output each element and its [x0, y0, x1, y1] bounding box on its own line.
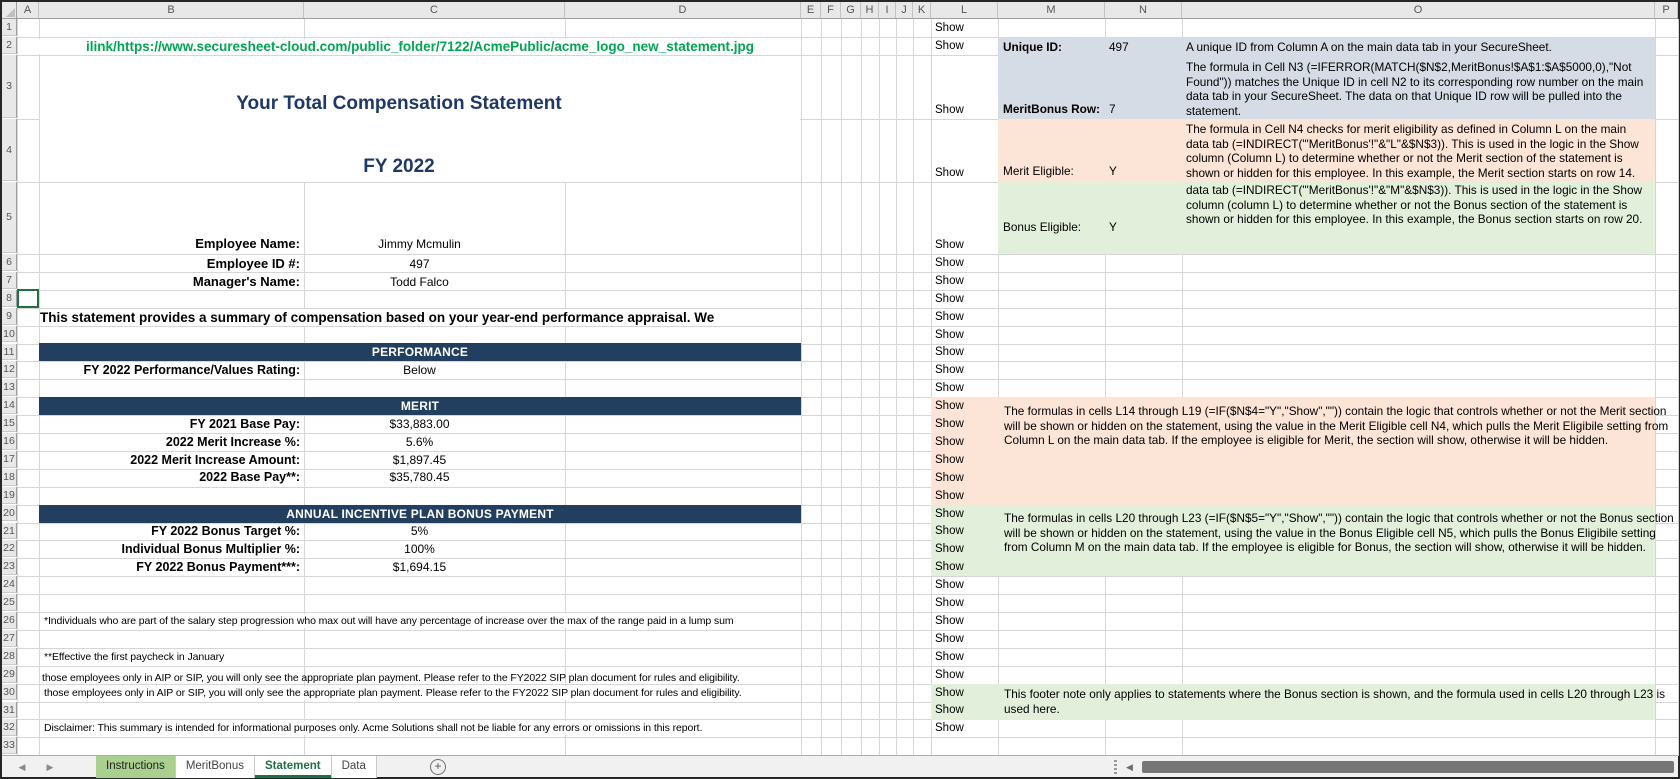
- footnote-lump-sum[interactable]: *Individuals who are part of the salary step progression who max out will have any percentage of increase over the max of the range paid in a lump sum: [44, 615, 734, 627]
- manager-name-value[interactable]: Todd Falco: [390, 275, 449, 289]
- bonus-eligible-note[interactable]: data tab (=INDIRECT("'MeritBonus'!"&"M"&$N$3)). This is used in the logic in the Show column (column L) to determine whether or not the Bonus section of the statement is shown or hidden for this employee. In this example, the Bonus section starts on row 20.: [1186, 183, 1643, 226]
- row-header-21[interactable]: 21: [2, 523, 17, 540]
- show-flag-cell-L21[interactable]: Show: [935, 525, 964, 538]
- bonus-section-header[interactable]: ANNUAL INCENTIVE PLAN BONUS PAYMENT: [39, 505, 801, 523]
- merit-increase-pct-label[interactable]: 2022 Merit Increase %:: [165, 435, 300, 449]
- row-header-5[interactable]: 5: [2, 182, 17, 253]
- row-header-24[interactable]: 24: [2, 576, 17, 593]
- gridline: [17, 594, 1678, 595]
- row-header-26[interactable]: 26: [2, 612, 17, 629]
- employee-id-value[interactable]: 497: [409, 257, 430, 271]
- base-pay-2022-label[interactable]: 2022 Base Pay**:: [199, 470, 300, 484]
- row-header-3[interactable]: 3: [2, 55, 17, 118]
- column-header-b[interactable]: B: [39, 2, 304, 18]
- row-header-31[interactable]: 31: [2, 702, 17, 719]
- row-header-10[interactable]: 10: [2, 326, 17, 343]
- scrollbar-splitter-handle[interactable]: [1114, 760, 1117, 774]
- gridline: [17, 272, 1678, 273]
- bonus-show-logic-note[interactable]: The formulas in cells L20 through L23 (=IF($N$5="Y","Show","")) contain the logic that controls whether or not the Bonus section will be shown or hidden on the statement, using the value in the Bonus Eligible cell N5, which pulls the Bonus Eligibile setting from Column M on the main data tab. If the employee is eligible for Bonus, the section will show, otherwise it will be hidden.: [1004, 511, 1674, 554]
- employee-name-value[interactable]: Jimmy Mcmulin: [378, 237, 461, 251]
- show-flag-cell-L1[interactable]: Show: [935, 22, 964, 34]
- statement-title[interactable]: Your Total Compensation Statement: [236, 93, 562, 114]
- show-flag-cell-L12[interactable]: Show: [935, 364, 964, 377]
- column-header-a[interactable]: A: [17, 2, 39, 18]
- select-all-corner[interactable]: [2, 2, 17, 19]
- row-header-14[interactable]: 14: [2, 397, 17, 414]
- column-header-m[interactable]: M: [998, 2, 1105, 18]
- gridline: [1678, 19, 1679, 756]
- gridline: [17, 379, 1678, 380]
- statement-intro-text[interactable]: This statement provides a summary of compensation based on your year-end performance appraisal. We: [40, 309, 800, 326]
- show-flag-cell-L29[interactable]: Show: [935, 668, 964, 681]
- logo-image-link-cell[interactable]: ilink/https://www.securesheet-cloud.com/public_folder/7122/AcmePublic/acme_logo_new_statement.jpg: [39, 39, 801, 54]
- row-header-23[interactable]: 23: [2, 558, 17, 575]
- merit-eligible-note[interactable]: The formula in Cell N4 checks for merit eligibility as defined in Column L on the main data tab (=INDIRECT("'MeritBonus'!"&"L"&$N$3)). This is used in the logic in the Show column (Column L) to determine whether or not the Merit section of the statement is shown or hidden for this employee. In this example, the Merit section starts on row 14.: [1186, 122, 1639, 180]
- show-flag-cell-L15[interactable]: Show: [935, 418, 964, 430]
- row-header-4[interactable]: 4: [2, 119, 17, 181]
- column-header-f[interactable]: F: [821, 2, 841, 18]
- merit-eligible-value[interactable]: Y: [1109, 164, 1117, 178]
- show-flag-cell-L18[interactable]: Show: [935, 471, 964, 484]
- merit-section-header[interactable]: MERIT: [39, 397, 801, 415]
- row-header-17[interactable]: 17: [2, 451, 17, 468]
- unique-id-label[interactable]: Unique ID:: [1003, 40, 1062, 54]
- show-flag-cell-L10[interactable]: Show: [935, 328, 964, 341]
- show-flag-cell-L2[interactable]: Show: [935, 40, 964, 52]
- gridline: [17, 630, 1678, 631]
- tab-statement[interactable]: Statement: [255, 756, 332, 778]
- show-flag-cell-L28[interactable]: Show: [935, 650, 964, 663]
- column-header-o[interactable]: O: [1182, 2, 1655, 18]
- gridline: [1655, 19, 1656, 756]
- row-header-15[interactable]: 15: [2, 415, 17, 432]
- gridline: [17, 254, 1678, 255]
- row-header-16[interactable]: 16: [2, 433, 17, 450]
- gridline: [896, 19, 897, 756]
- gridline: [931, 19, 932, 756]
- column-header-c[interactable]: C: [304, 2, 565, 18]
- meritbonus-row-label[interactable]: MeritBonus Row:: [1003, 102, 1100, 116]
- column-header-g[interactable]: G: [841, 2, 861, 18]
- show-flag-cell-L20[interactable]: Show: [935, 507, 964, 520]
- row-header-32[interactable]: 32: [2, 719, 17, 736]
- show-flag-cell-L6[interactable]: Show: [935, 256, 964, 269]
- bonus-eligible-label[interactable]: Bonus Eligible:: [1003, 220, 1082, 234]
- footnote-disclaimer[interactable]: Disclaimer: This summary is intended for informational purposes only. Acme Solutions shall not be liable for any errors or omissions in this report.: [44, 722, 703, 734]
- bonus-target-label[interactable]: FY 2022 Bonus Target %:: [151, 524, 300, 538]
- column-header-p[interactable]: P: [1655, 2, 1678, 18]
- tab-data[interactable]: Data: [332, 756, 377, 778]
- show-flag-cell-L8[interactable]: Show: [935, 292, 964, 305]
- tab-meritbonus[interactable]: MeritBonus: [176, 756, 255, 778]
- select-all-triangle-icon: [6, 8, 15, 17]
- footnote-clipped-line: those employees only in AIP or SIP, you will only see the appropriate plan payment. Please refer to the FY2022 SIP plan document for rules and eligibility.: [42, 672, 740, 684]
- column-header-j[interactable]: J: [896, 2, 913, 18]
- tab-instructions[interactable]: Instructions: [96, 756, 176, 778]
- row-header-12[interactable]: 12: [2, 361, 17, 378]
- add-sheet-button[interactable]: +: [430, 759, 446, 775]
- show-flag-cell-L27[interactable]: Show: [935, 632, 964, 645]
- column-header-l[interactable]: L: [931, 2, 998, 18]
- show-flag-cell-L26[interactable]: Show: [935, 614, 964, 627]
- bonus-target-value[interactable]: 5%: [410, 524, 429, 538]
- base-pay-2022-value[interactable]: $35,780.45: [389, 470, 450, 484]
- meritbonus-row-note[interactable]: The formula in Cell N3 (=IFERROR(MATCH($N$2,MeritBonus!$A$1:$A$5000,0),"Not Found")) matches the Unique ID in cell N2 to its corresponding row number on the main data tab in your SecureSheet. The data on that Unique ID row will be pulled into the statement.: [1186, 60, 1644, 118]
- sheet-tabs: [96, 756, 377, 778]
- column-header-i[interactable]: I: [879, 2, 896, 18]
- row-header-8[interactable]: 8: [2, 290, 17, 307]
- performance-rating-label[interactable]: FY 2022 Performance/Values Rating:: [83, 363, 300, 377]
- gridline: [17, 666, 1678, 667]
- row-header-18[interactable]: 18: [2, 469, 17, 486]
- column-header-bar: [2, 2, 1678, 19]
- row-header-27[interactable]: 27: [2, 630, 17, 647]
- base-pay-2021-label[interactable]: FY 2021 Base Pay:: [189, 417, 300, 431]
- gridline: [821, 19, 822, 756]
- show-flag-cell-L7[interactable]: Show: [935, 274, 964, 287]
- gridline: [861, 19, 862, 756]
- selected-cell-outline: [17, 289, 39, 308]
- merit-increase-amt-label[interactable]: 2022 Merit Increase Amount:: [130, 453, 300, 467]
- gridline: [17, 737, 1678, 738]
- gridline: [17, 648, 1678, 649]
- column-header-h[interactable]: H: [861, 2, 879, 18]
- meritbonus-row-value[interactable]: 7: [1109, 102, 1116, 116]
- unique-id-value[interactable]: 497: [1109, 40, 1129, 54]
- row-header-30[interactable]: 30: [2, 684, 17, 701]
- next-sheet-arrow-icon[interactable]: ▶: [46, 762, 54, 772]
- worksheet-grid[interactable]: [2, 19, 1678, 756]
- gridline: [801, 19, 802, 756]
- show-flag-cell-L5[interactable]: Show: [935, 239, 964, 251]
- row-header-25[interactable]: 25: [2, 594, 17, 611]
- bonus-payment-label[interactable]: FY 2022 Bonus Payment***:: [136, 560, 300, 574]
- footnote-aip-sip[interactable]: those employees only in AIP or SIP, you will only see the appropriate plan payment. Please refer to the FY2022 SIP plan document for rules and eligibility.: [44, 687, 742, 699]
- row-header-2[interactable]: 2: [2, 37, 17, 54]
- row-header-33[interactable]: 33: [2, 737, 17, 754]
- show-flag-cell-L3[interactable]: Show: [935, 104, 964, 116]
- bonus-payment-value[interactable]: $1,694.15: [392, 560, 447, 574]
- employee-id-label[interactable]: Employee ID #:: [206, 256, 300, 271]
- manager-name-label[interactable]: Manager's Name:: [192, 274, 300, 289]
- show-flag-cell-L24[interactable]: Show: [935, 579, 964, 592]
- gridline: [17, 19, 18, 756]
- merit-increase-pct-value[interactable]: 5.6%: [405, 435, 434, 449]
- show-flag-cell-L25[interactable]: Show: [935, 597, 964, 609]
- gridline: [17, 612, 1678, 613]
- row-header-29[interactable]: 29: [2, 666, 17, 683]
- footer-logic-note[interactable]: This footer note only applies to statements where the Bonus section is shown, and the formula used in cells L20 through L23 is used here.: [1004, 687, 1666, 716]
- show-flag-cell-L14[interactable]: Show: [935, 400, 964, 413]
- show-flag-cell-L16[interactable]: Show: [935, 435, 964, 448]
- base-pay-2021-value[interactable]: $33,883.00: [389, 417, 450, 431]
- employee-name-label[interactable]: Employee Name:: [195, 236, 300, 251]
- sheet-tab-bar: [2, 755, 1678, 777]
- merit-increase-amt-value[interactable]: $1,897.45: [392, 453, 447, 467]
- show-flag-cell-L23[interactable]: Show: [935, 561, 964, 574]
- bonus-multiplier-value[interactable]: 100%: [404, 542, 435, 556]
- column-header-d[interactable]: D: [565, 2, 801, 18]
- horizontal-scrollbar-thumb[interactable]: [1142, 761, 1674, 773]
- performance-section-header[interactable]: PERFORMANCE: [39, 343, 801, 361]
- column-header-n[interactable]: N: [1105, 2, 1182, 18]
- show-flag-cell-L31[interactable]: Show: [935, 704, 964, 717]
- row-header-6[interactable]: 6: [2, 254, 17, 271]
- row-header-20[interactable]: 20: [2, 505, 17, 522]
- show-flag-cell-L9[interactable]: Show: [935, 310, 964, 323]
- show-flag-cell-L17[interactable]: Show: [935, 453, 964, 466]
- column-header-e[interactable]: E: [801, 2, 821, 18]
- prev-sheet-arrow-icon[interactable]: ◀: [18, 762, 26, 772]
- column-header-k[interactable]: K: [913, 2, 931, 18]
- statement-fiscal-year[interactable]: FY 2022: [363, 156, 435, 177]
- merit-show-logic-note[interactable]: The formulas in cells L14 through L19 (=IF($N$4="Y","Show","")) contain the logic that controls whether or not the Merit section will be shown or hidden on the statement, using the value in the Merit Eligible cell N4, which pulls the Merit Eligibile setting from Column L on the main data tab. If the employee is eligible for Merit, the section will show, otherwise it will be hidden.: [1004, 404, 1669, 447]
- merit-eligible-label[interactable]: Merit Eligible:: [1003, 164, 1074, 178]
- gridline: [913, 19, 914, 756]
- footnote-effective-date[interactable]: **Effective the first paycheck in January: [44, 651, 225, 663]
- unique-id-note[interactable]: A unique ID from Column A on the main data tab in your SecureSheet.: [1186, 40, 1552, 54]
- row-header-9[interactable]: 9: [2, 308, 17, 325]
- row-header-22[interactable]: 22: [2, 540, 17, 557]
- show-flag-cell-L32[interactable]: Show: [935, 722, 964, 735]
- show-flag-cell-L22[interactable]: Show: [935, 543, 964, 556]
- gridline: [879, 19, 880, 756]
- row-header-7[interactable]: 7: [2, 272, 17, 289]
- bonus-eligible-value[interactable]: Y: [1109, 220, 1117, 234]
- row-header-13[interactable]: 13: [2, 379, 17, 396]
- gridline: [841, 19, 842, 756]
- row-header-1[interactable]: 1: [2, 19, 17, 36]
- show-flag-cell-L19[interactable]: Show: [935, 489, 964, 502]
- show-flag-cell-L30[interactable]: Show: [935, 686, 964, 699]
- show-flag-cell-L4[interactable]: Show: [935, 167, 964, 179]
- row-header-11[interactable]: 11: [2, 344, 17, 361]
- gridline: [17, 576, 1678, 577]
- row-header-28[interactable]: 28: [2, 648, 17, 665]
- performance-rating-value[interactable]: Below: [403, 363, 436, 377]
- scroll-left-arrow-icon[interactable]: ◀: [1126, 762, 1133, 772]
- bonus-multiplier-label[interactable]: Individual Bonus Multiplier %:: [121, 542, 300, 556]
- show-flag-cell-L11[interactable]: Show: [935, 346, 964, 359]
- show-flag-cell-L13[interactable]: Show: [935, 382, 964, 395]
- row-header-19[interactable]: 19: [2, 487, 17, 504]
